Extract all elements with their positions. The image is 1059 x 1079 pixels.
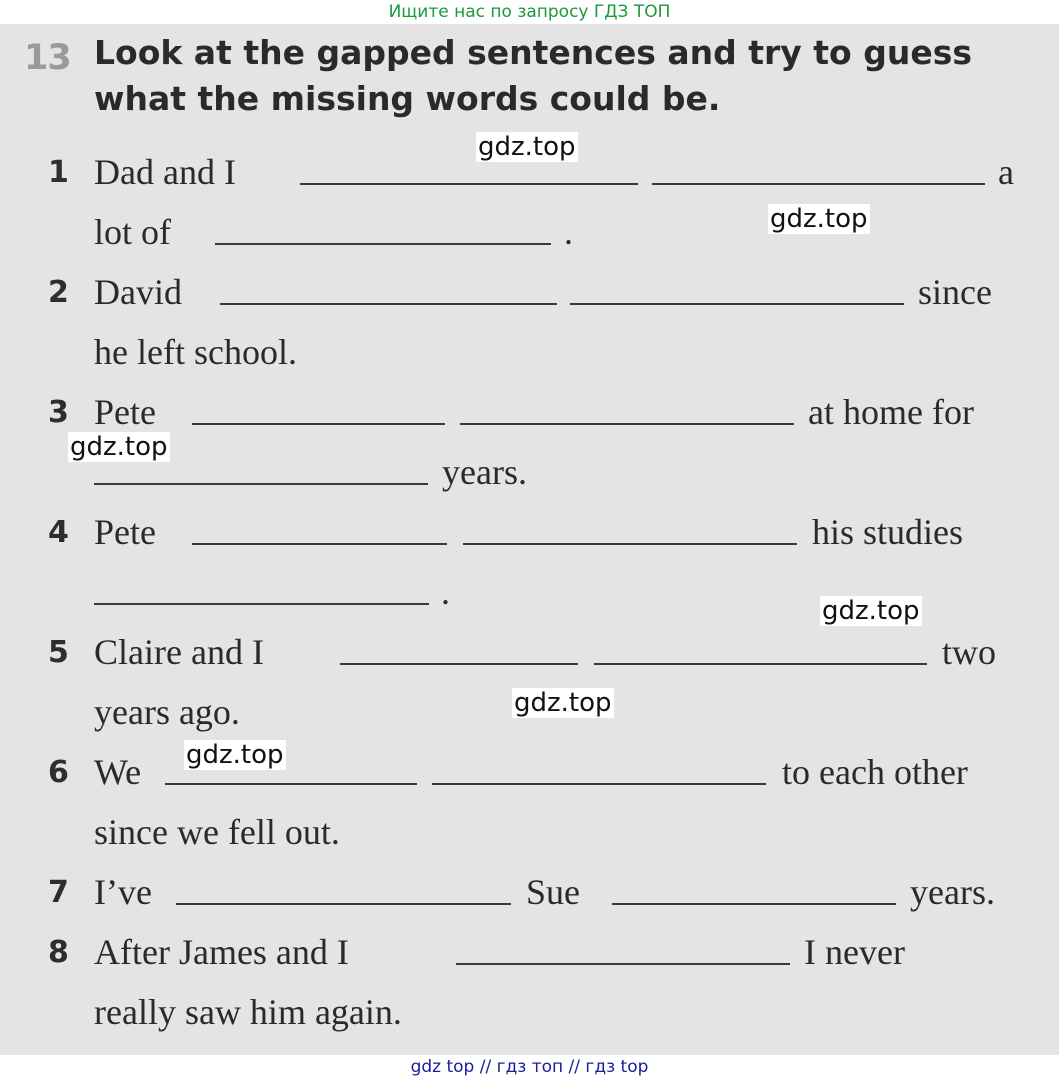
answer-gap [612, 903, 896, 905]
answer-gap [456, 963, 790, 965]
item-text: . [564, 212, 573, 252]
item-number: 7 [48, 875, 69, 910]
answer-gap [176, 903, 511, 905]
answer-gap [463, 543, 797, 545]
item-text: he left school. [94, 332, 297, 372]
item-text: I never [804, 932, 905, 972]
item-number: 5 [48, 635, 69, 670]
exercise-instruction: Look at the gapped sentences and try to guess what the missing words could be. [94, 33, 972, 118]
item-number: 3 [48, 395, 69, 430]
item-number: 2 [48, 275, 69, 310]
answer-gap [220, 303, 557, 305]
item-text: since we fell out. [94, 812, 340, 852]
answer-gap [300, 183, 638, 185]
answer-gap [570, 303, 904, 305]
item-text: since [918, 272, 992, 312]
item-text: two [942, 632, 996, 672]
answer-gap [340, 663, 578, 665]
item-text: a [998, 152, 1014, 192]
item-text: Claire and I [94, 632, 264, 672]
answer-gap [94, 603, 429, 605]
item-text: We [94, 752, 142, 792]
watermark: gdz.top [478, 132, 576, 162]
item-text: lot of [94, 212, 171, 252]
item-text: David [94, 272, 182, 312]
answer-gap [594, 663, 927, 665]
item-number: 6 [48, 755, 69, 790]
item-text: years. [442, 452, 527, 492]
item-text: Dad and I [94, 152, 236, 192]
answer-gap [432, 783, 766, 785]
top-banner-text: Ищите нас по запросу ГДЗ ТОП [388, 2, 671, 22]
item-text: at home for [808, 392, 974, 432]
item-text: to each other [782, 752, 968, 792]
item-number: 4 [48, 515, 69, 550]
item-text: Pete [94, 392, 156, 432]
item-text: really saw him again. [94, 992, 402, 1032]
item-number: 8 [48, 935, 69, 970]
item-text: his studies [812, 512, 964, 552]
answer-gap [94, 483, 428, 485]
item-text: years ago. [94, 692, 240, 732]
exercise-number: 13 [24, 38, 71, 78]
item-text: I’ve [94, 872, 152, 912]
watermark: gdz.top [70, 432, 168, 462]
answer-gap [460, 423, 794, 425]
answer-gap [165, 783, 417, 785]
watermark: gdz.top [514, 688, 612, 718]
item-text: Sue [526, 872, 580, 912]
item-number: 1 [48, 155, 69, 190]
item-text: years. [910, 872, 995, 912]
answer-gap [215, 243, 551, 245]
watermark: gdz.top [822, 596, 920, 626]
top-banner [0, 0, 1059, 24]
item-text: After James and I [94, 932, 349, 972]
answer-gap [192, 423, 445, 425]
bottom-banner-text: gdz top // гдз топ // гдз top [410, 1057, 649, 1077]
bottom-banner [0, 1055, 1059, 1079]
watermark: gdz.top [186, 740, 284, 770]
answer-gap [652, 183, 985, 185]
watermark: gdz.top [770, 204, 868, 234]
item-text: Pete [94, 512, 156, 552]
answer-gap [192, 543, 447, 545]
item-text: . [441, 572, 450, 612]
